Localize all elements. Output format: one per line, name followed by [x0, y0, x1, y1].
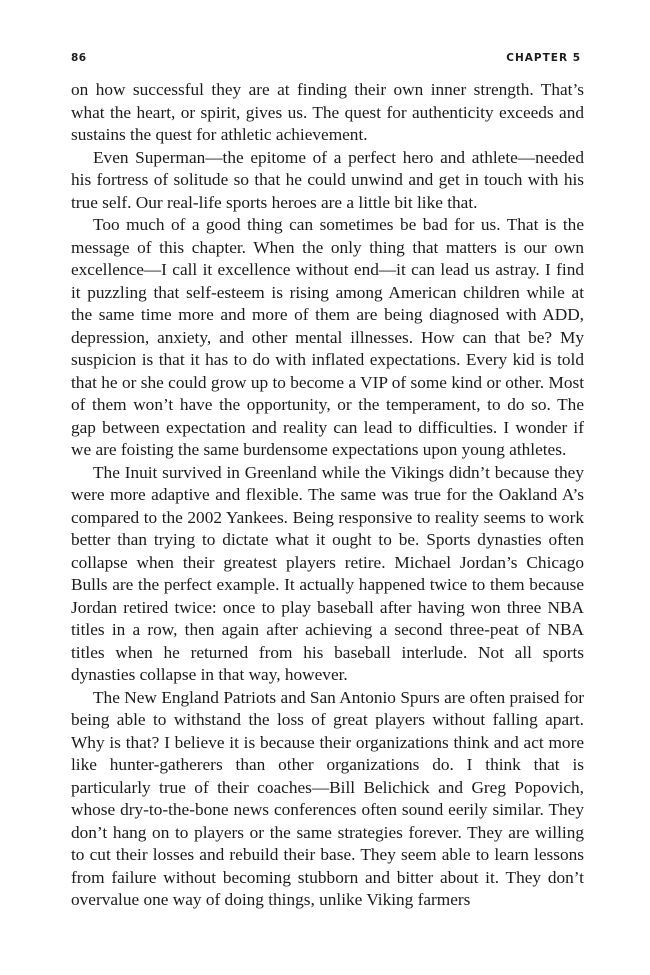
paragraph: on how successful they are at finding their own inner strength. That’s what the heart, or spirit, gives us. The quest for authenticity exceeds and sustains the quest for athletic achievement.: [71, 80, 584, 144]
paragraph: Even Superman—the epitome of a perfect hero and athlete—needed his fortress of solitude so that he could unwind and get in touch with his true self. Our real-life sports heroes are a little bit like that.: [71, 147, 584, 212]
page-number: 86: [71, 52, 87, 64]
paragraph: Too much of a good thing can sometimes be bad for us. That is the message of this chapter. When the only thing that matters is our own excellence—I call it excellence without end—it can lead us astray. I find it puzzling that self-esteem is rising among American children while at the same time more and more of them are being diagnosed with ADD, depression, anxiety, and other mental illnesses. How can that be? My suspicion is that it has to do with inflated expectations. Every kid is told that he or she could grow up to become a VIP of some kind or other. Most of them won’t have the opportunity, or the temperament, to do so. The gap between expectation and reality can lead to difficulties. I wonder if we are foisting the same burdensome expectations upon young athletes.: [71, 215, 584, 459]
chapter-label: CHAPTER 5: [506, 52, 581, 64]
paragraph: The Inuit survived in Greenland while the Vikings didn’t because they were more adaptive and flexible. The same was true for the Oakland A’s compared to the 2002 Yankees. Being responsive to reality seems to work better than trying to dictate what it ought to be. Sports dynasties often collapse when their greatest players retire. Michael Jordan’s Chicago Bulls are the perfect example. It actually happened twice to them because Jordan retired twice: once to play baseball after having won three NBA titles in a row, then again after achieving a second three-peat of NBA titles when he returned from his baseball interlude. Not all sports dynasties collapse in that way, however.: [71, 462, 584, 684]
body-text: [71, 79, 584, 912]
page-header: [71, 52, 581, 68]
paragraph: The New England Patriots and San Antonio Spurs are often praised for being able to withstand the loss of great players without falling apart. Why is that? I believe it is because their organizations think and act more like hunter-gatherers than other organizations do. I think that is particularly true of their coaches—Bill Belichick and Greg Popovich, whose dry-to-the-bone news conferences often sound eerily similar. They don’t hang on to players or the same strategies forever. They are willing to cut their losses and rebuild their base. They seem able to learn lessons from failure without becoming stubborn and bitter about it. They don’t overvalue one way of doing things, unlike Viking farmers: [71, 687, 584, 909]
